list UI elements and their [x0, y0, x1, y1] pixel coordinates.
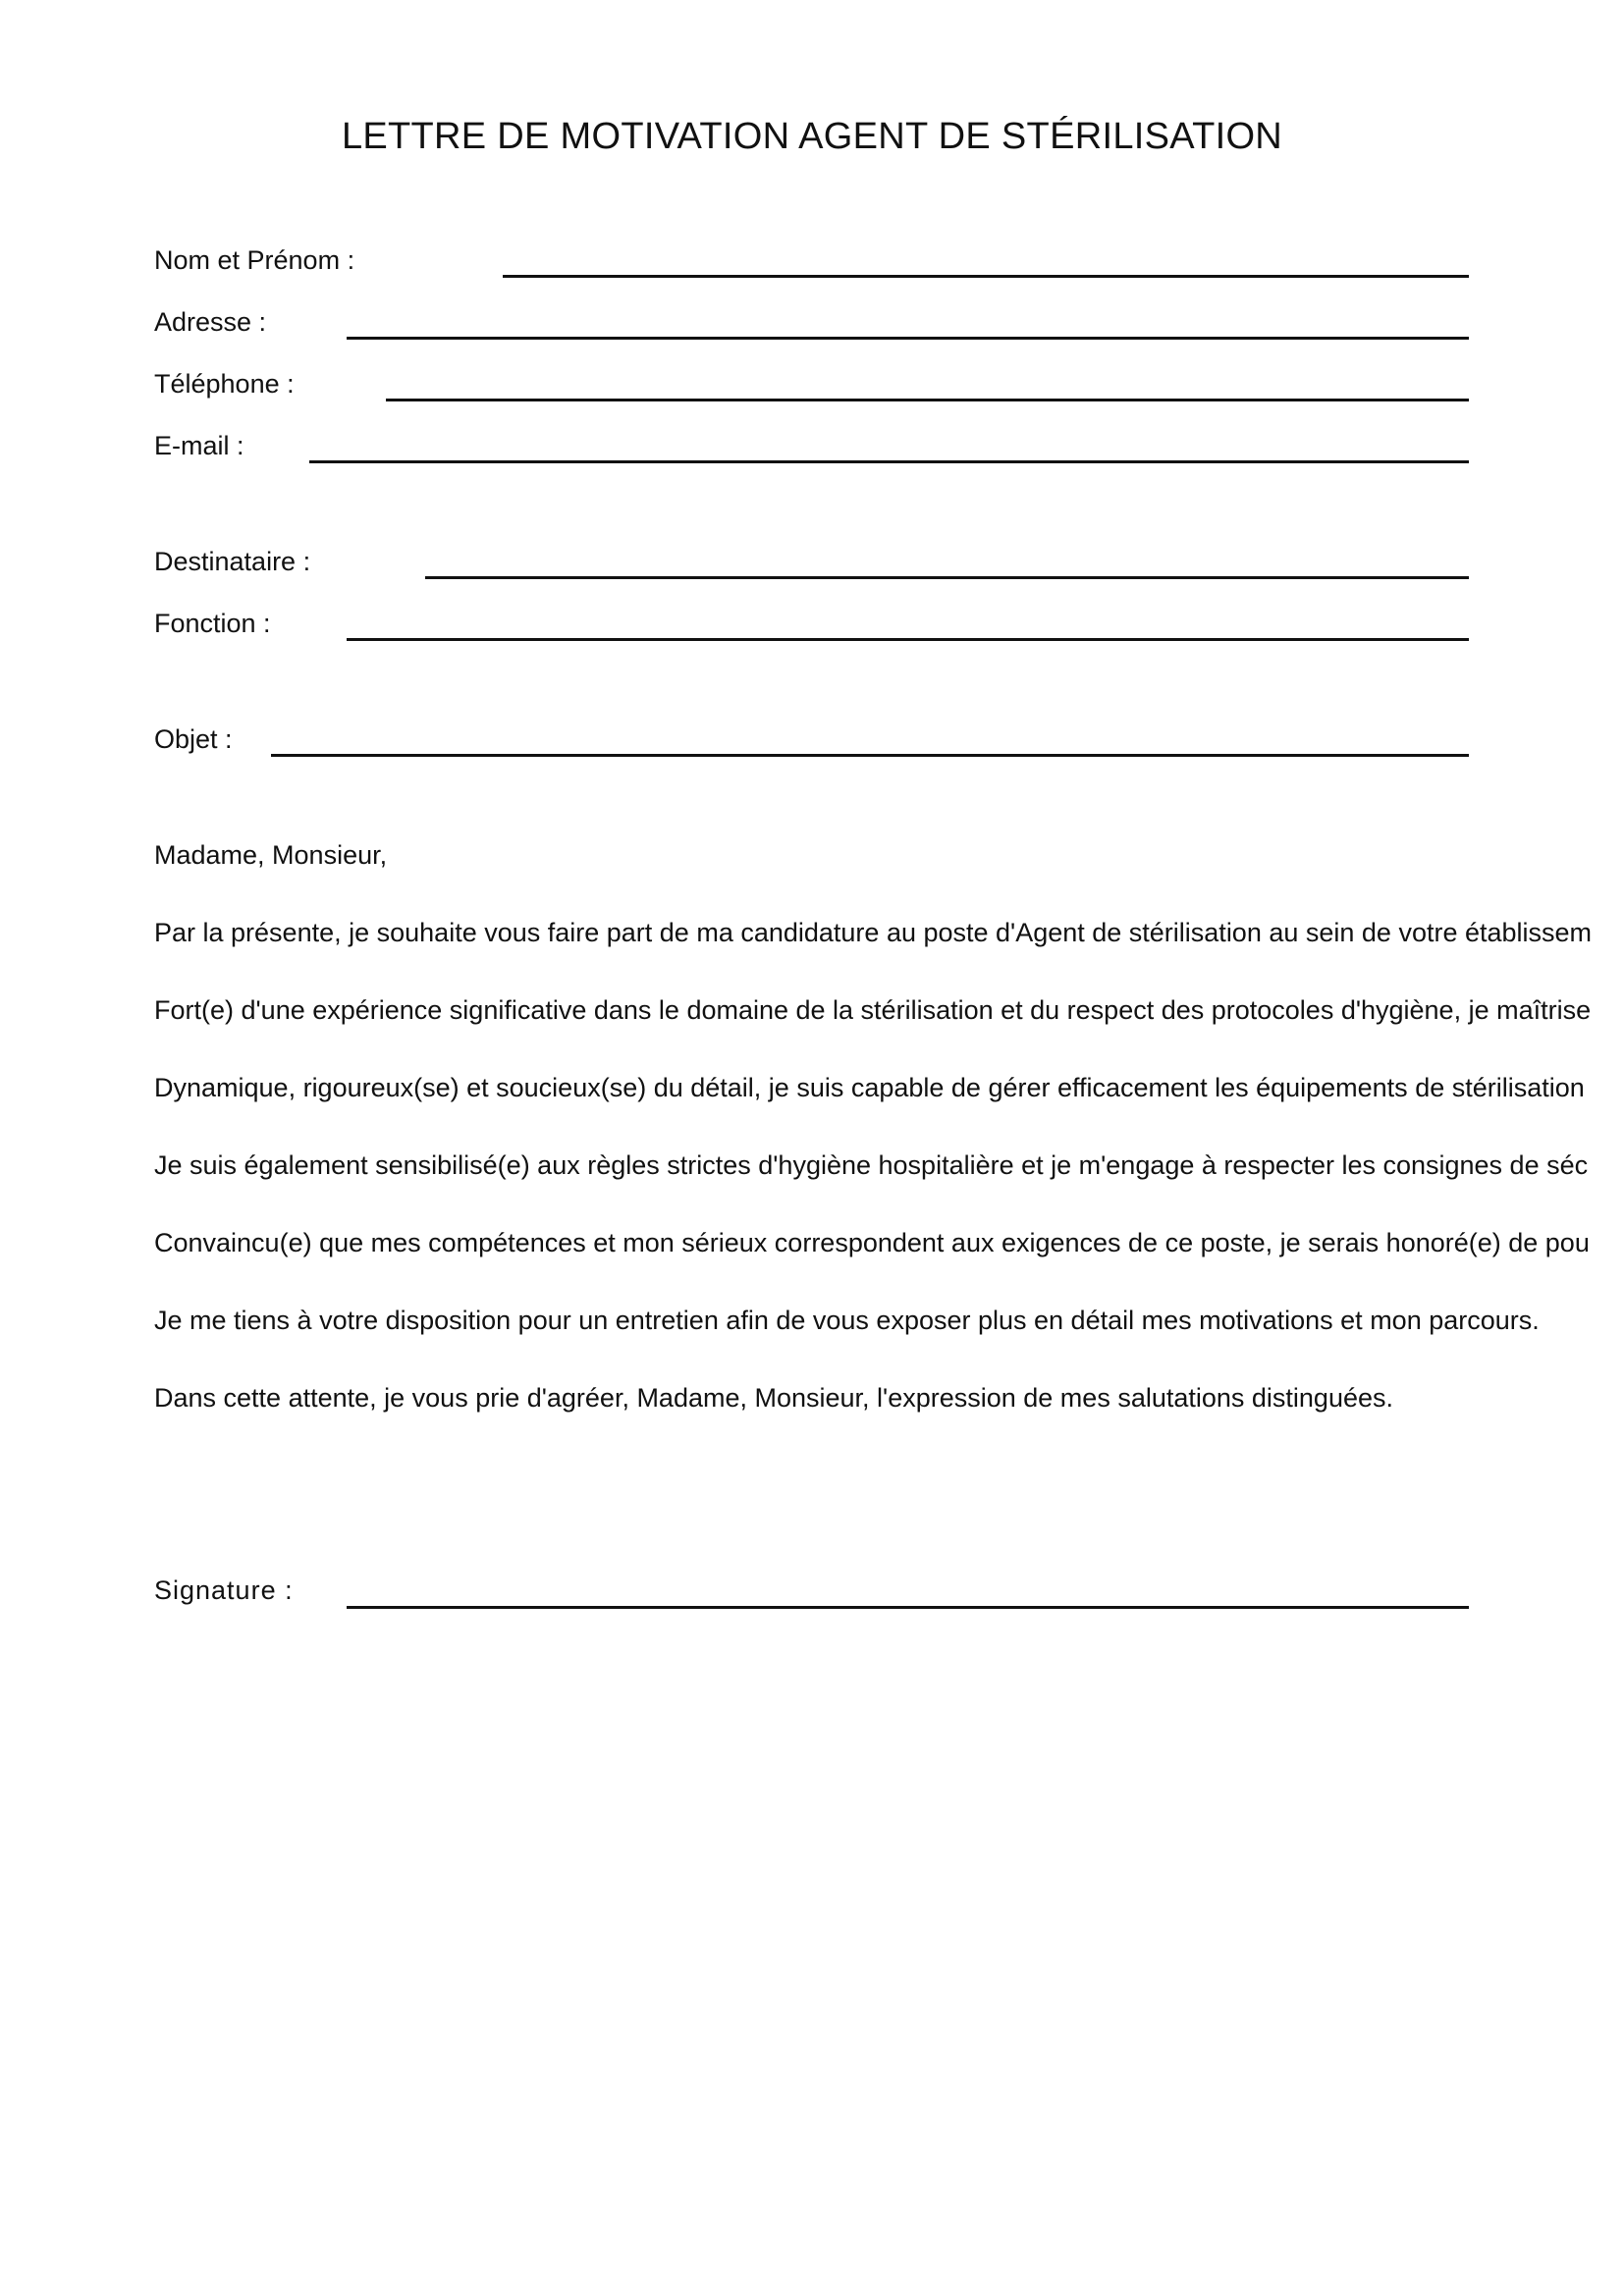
- recipient-field[interactable]: [425, 576, 1469, 579]
- paragraph-closing: Dans cette attente, je vous prie d'agréer, Madame, Monsieur, l'expression de mes salutations distinguées.: [154, 1383, 1393, 1413]
- address-label: Adresse :: [154, 307, 267, 337]
- email-label: E-mail :: [154, 431, 244, 460]
- signature-field[interactable]: [347, 1606, 1469, 1609]
- subject-field[interactable]: [271, 754, 1469, 757]
- phone-field[interactable]: [386, 399, 1469, 401]
- paragraph-intro: Par la présente, je souhaite vous faire part de ma candidature au poste d'Agent de stérilisation au sein de votre établissem: [154, 918, 1593, 947]
- paragraph-experience: Fort(e) d'une expérience significative dans le domaine de la stérilisation et du respect des protocoles d'hygiène, je maîtrise: [154, 995, 1592, 1025]
- paragraph-conviction: Convaincu(e) que mes compétences et mon sérieux correspondent aux exigences de ce poste, je serais honoré(e) de pou: [154, 1228, 1590, 1257]
- name-label: Nom et Prénom :: [154, 245, 355, 275]
- salutation: Madame, Monsieur,: [154, 840, 388, 870]
- recipient-label: Destinataire :: [154, 547, 311, 576]
- paragraph-availability: Je me tiens à votre disposition pour un entretien afin de vous exposer plus en détail mes motivations et mon parcours.: [154, 1306, 1540, 1335]
- paragraph-hygiene: Je suis également sensibilisé(e) aux règles strictes d'hygiène hospitalière et je m'engage à respecter les consignes de séc: [154, 1150, 1589, 1180]
- name-field[interactable]: [503, 275, 1469, 278]
- email-field[interactable]: [309, 460, 1469, 463]
- document-title: LETTRE DE MOTIVATION AGENT DE STÉRILISATION: [341, 116, 1283, 157]
- subject-label: Objet :: [154, 724, 233, 754]
- phone-label: Téléphone :: [154, 369, 295, 399]
- address-field[interactable]: [347, 337, 1469, 340]
- paragraph-qualities: Dynamique, rigoureux(se) et soucieux(se) du détail, je suis capable de gérer efficacement les équipements de stérilisation: [154, 1073, 1585, 1102]
- function-label: Fonction :: [154, 609, 271, 638]
- signature-label: Signature :: [154, 1575, 294, 1605]
- function-field[interactable]: [347, 638, 1469, 641]
